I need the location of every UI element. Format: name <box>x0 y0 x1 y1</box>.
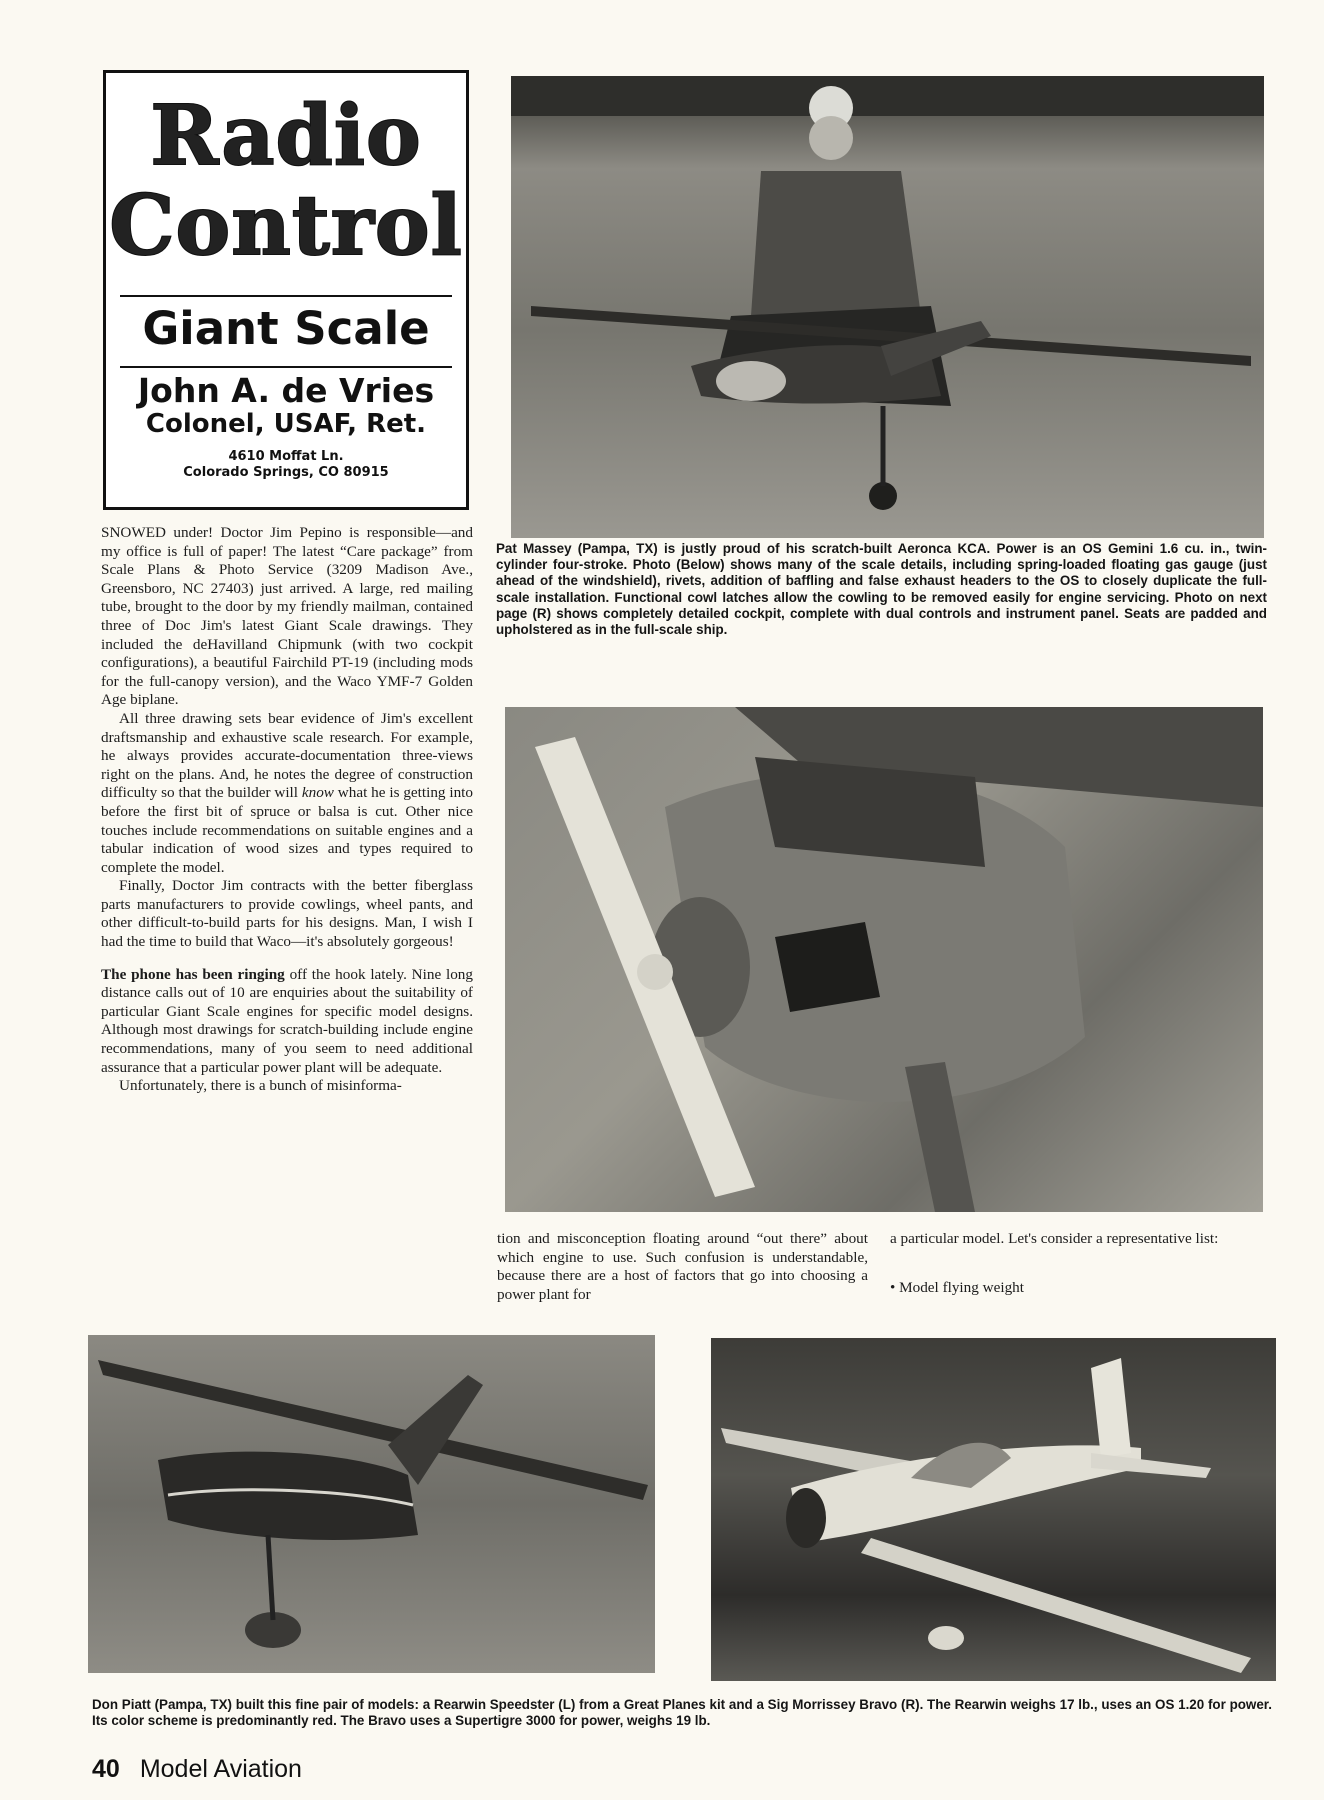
photo-top <box>511 76 1264 538</box>
author-rank: Colonel, USAF, Ret. <box>145 409 427 439</box>
right-text-column <box>890 1230 1265 1297</box>
paragraph: Finally, Doctor Jim contracts with the better fiberglass parts manufacturers to provide cowlings, wheel pants, and other difficult-to-build parts for his designs. Man, I wish I had the time to build that Waco—it's absolutely gorgeous! <box>101 877 473 951</box>
photo-aeronca-engine-closeup <box>505 707 1263 1212</box>
title-radio: Radio <box>150 88 422 184</box>
left-text-column <box>101 524 473 1096</box>
photo-caption-bottom: Don Piatt (Pampa, TX) built this fine pair of models: a Rearwin Speedster (L) from a Great Planes kit and a Sig Morrissey Bravo (R). The Rearwin weighs 17 lb., uses an OS 1.20 for power. Its color scheme is predominantly red. The Bravo uses a Supertigre 3000 for power, weighs 19 lb. <box>92 1697 1272 1729</box>
run-in-heading: The phone has been ringing <box>101 965 285 983</box>
photo-caption-top: Pat Massey (Pampa, TX) is justly proud of his scratch-built Aeronca KCA. Power is an OS Gemini 1.6 cu. in., twin-cylinder four-stroke. Photo (Below) shows many of the scale details, including spring-loaded floating gas gauge (just ahead of the windshield), rivets, addition of baffling and false exhaust headers to the OS to closely duplicate the full-scale installation. Functional cowl latches allow the cowling to be removed easily for engine servicing. Photo on next page (R) shows completely detailed cockpit, complete with dual controls and instrument panel. Seats are padded and upholstered as in the full-scale ship. <box>496 541 1267 638</box>
page-footer <box>92 1755 302 1784</box>
photo-middle <box>505 707 1263 1212</box>
paragraph: Unfortunately, there is a bunch of misinforma- <box>119 1077 402 1095</box>
column-header-box <box>103 70 469 510</box>
magazine-title: Model Aviation <box>139 1755 302 1783</box>
photo-pat-massey-aeronca-kca <box>511 76 1264 538</box>
middle-text-column <box>497 1230 868 1304</box>
title-control: Control <box>109 178 463 274</box>
author-name: John A. de Vries <box>137 371 435 410</box>
paragraph: tion and misconception floating around “out there” about which engine to use. Such confusion is understandable, because there are a host of factors that go into choosing a power plant for <box>497 1230 868 1303</box>
author-address: 4610 Moffat Ln. Colorado Springs, CO 80915 <box>183 449 389 480</box>
paragraph: a particular model. Let's consider a representative list: <box>890 1230 1219 1247</box>
photo-rearwin-speedster <box>88 1335 655 1673</box>
photo-bottom-right <box>711 1338 1276 1681</box>
photo-sig-morrissey-bravo <box>711 1338 1276 1681</box>
paragraph: SNOWED under! Doctor Jim Pepino is responsible—and my office is full of paper! The latest “Care package” from Scale Plans & Photo Service (3209 Madison Ave., Greensboro, NC 27403) just arrived. A large, red mailing tube, brought to the door by my friendly mailman, contained three of Doc Jim's latest Giant Scale drawings. They included the deHavilland Chipmunk (with two cockpit configurations), a beautiful Fairchild PT-19 (including mods for the full-canopy version), and the Waco YMF-7 Golden Age biplane. <box>101 524 473 709</box>
paragraph: All three drawing sets bear evidence of Jim's excellent draftsmanship and exhaustive scale research. For example, he always provides accurate-documentation three-views right on the plans. And, he notes the degree of construction difficulty so that the builder will know what he is getting into before the first bit of spruce or balsa is cut. Other nice touches include recommendations on suitable engines and a tabular indication of wood sizes and types required to complete the model. <box>101 709 473 876</box>
list-item: • Model flying weight <box>890 1278 1024 1296</box>
page-number: 40 <box>92 1755 120 1783</box>
paragraph: The phone has been ringing off the hook lately. Nine long distance calls out of 10 are enquiries about the suitability of particular Giant Scale engines for specific model designs. Although most drawings for scratch-building include engine recommendations, many of you seem to need additional assurance that a particular power plant will be adequate. <box>101 965 473 1076</box>
divider <box>120 366 452 368</box>
divider <box>120 295 452 297</box>
column-name: Giant Scale <box>142 302 430 355</box>
photo-bottom-left <box>88 1335 655 1673</box>
